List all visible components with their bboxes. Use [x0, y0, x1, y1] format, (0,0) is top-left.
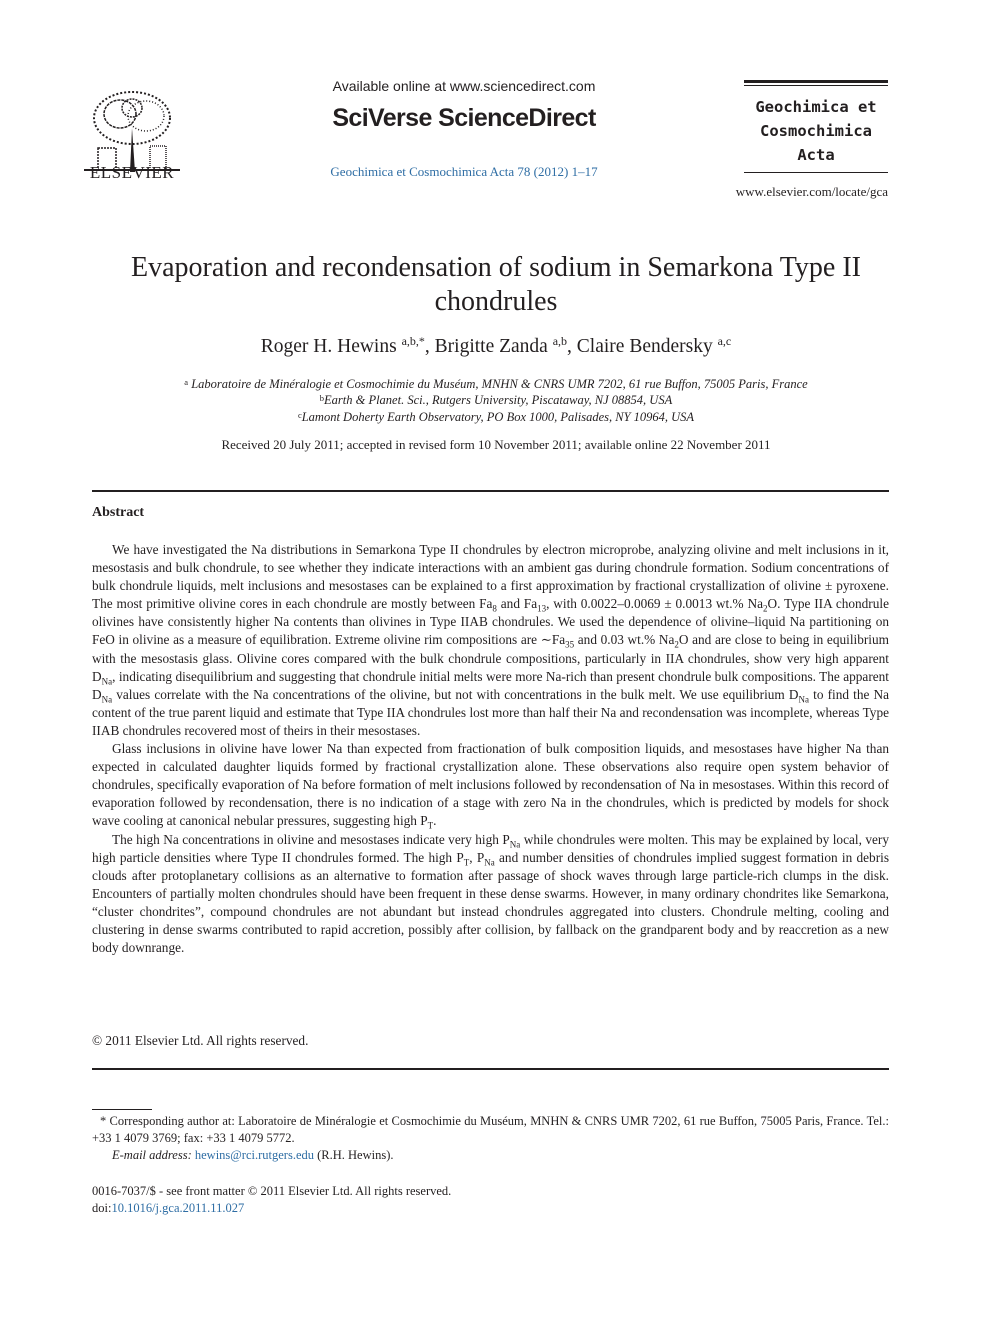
doi-line	[92, 1200, 451, 1217]
corresponding-author-note: * Corresponding author at: Laboratoire de Minéralogie et Cosmochimie du Muséum, MNHN & CNRS UMR 7202, 61 rue Buffon, 75005 Paris, France. Tel.: +33 1 4079 3769; fax: +33 1 4079 5772.	[92, 1114, 889, 1145]
journal-title-line: Geochimica et	[755, 98, 877, 116]
author-affiliation-marks[interactable]: a,c	[717, 334, 732, 348]
publisher-wordmark: ELSEVIER	[89, 163, 175, 182]
affiliation-text: Lamont Doherty Earth Observatory, PO Box 1000, Palisades, NY 10964, USA	[301, 410, 695, 424]
author-name[interactable]: Brigitte Zanda	[434, 336, 548, 357]
affiliation-text: Earth & Planet. Sci., Rutgers University, Piscataway, NJ 08854, USA	[324, 393, 673, 407]
author-affiliation-marks[interactable]: a,b,*	[401, 334, 425, 348]
abstract-heading: Abstract	[92, 505, 145, 520]
author-separator: ,	[424, 336, 435, 357]
footnotes	[92, 1113, 889, 1164]
received-dates: Received 20 July 2011; accepted in revised form 10 November 2011; available online 22 November 2011	[221, 437, 771, 452]
affiliation	[70, 410, 922, 425]
abstract-body	[92, 541, 889, 957]
journal-citation-link[interactable]: Geochimica et Cosmochimica Acta 78 (2012) 1–17	[330, 164, 598, 179]
journal-rule-top-thin	[744, 85, 888, 86]
email-label: E-mail address:	[112, 1148, 192, 1162]
available-online-text: Available online at www.sciencedirect.com	[332, 78, 596, 94]
journal-title-line: Cosmochimica	[760, 122, 872, 140]
abstract-rule-bottom	[92, 1068, 889, 1070]
affiliation-mark: c	[297, 410, 302, 420]
journal-url-link[interactable]: www.elsevier.com/locate/gca	[735, 184, 888, 199]
abstract-paragraph: The high Na concentrations in olivine and mesostases indicate very high $P_{Na}$ while chondrules were molten. This may be explained by local, very high particle densities where Type II chondrules formed. The high $P_T$, $P_{Na}$ and number densities of chondrules implied suggest formation in debris clouds after protoplanetary collisions as an alternative to formation after passage of shock waves through large particle-rich clumps in the disk. Encounters of partially molten chondrules should have been frequent in these dense swarms. However, in many ordinary chondrites like Semarkona, “cluster chondrites”, compound chondrules are not abundant but instead chondrules aggregated into clusters. Chondrule melting, cooling and clustering in dense swarms contributed to rapid accretion, possibly after collision, by fallback on the grandparent body and by reaccretion as a new body downrange.	[92, 831, 889, 956]
affiliation	[70, 377, 922, 392]
journal-rule-top	[744, 80, 888, 83]
journal-title	[744, 95, 888, 167]
author-separator: ,	[567, 336, 577, 357]
abstract-paragraph: Glass inclusions in olivine have lower Na than expected from fractionation of bulk composition liquids, and mesostases have higher Na than expected in calculated daughter liquids formed by fractional crystallization alone. These observations also require open system behavior of chondrules, specifically evaporation of Na before formation of melt inclusions followed by recondensation of Na in mesostases. Within this record of evaporation followed by recondensation, there is no indication of a stage with zero Na in the chondrules, which is predicted by models for shock wave cooling at canonical nebular pressures, suggesting high $P_T$.	[92, 741, 889, 832]
email-owner: (R.H. Hewins).	[317, 1148, 394, 1162]
email-link[interactable]: hewins@rci.rutgers.edu	[194, 1148, 314, 1162]
issn-block	[92, 1183, 451, 1217]
affiliation	[70, 393, 922, 408]
sciverse-wordmark: SciVerse ScienceDirect	[332, 104, 596, 132]
journal-rule-bottom	[744, 172, 888, 173]
article-title: Evaporation and recondensation of sodium in Semarkona Type II chondrules	[131, 252, 861, 317]
author-name[interactable]: Claire Bendersky	[576, 336, 713, 357]
abstract-rule-top	[92, 490, 889, 492]
email-note	[92, 1147, 889, 1164]
doi-link[interactable]: 10.1016/j.gca.2011.11.027	[111, 1201, 245, 1215]
affiliation-mark: a	[184, 377, 189, 387]
abstract-paragraph: We have investigated the Na distributions in Semarkona Type II chondrules by electron microprobe, analyzing olivine and melt inclusions in it, mesostasis and bulk chondrule, to see whether they indicate interactions with an ambient gas during chondrule formation. Sodium concentrations of bulk chondrule liquids, melt inclusions and mesostases can be explained to a first approximation by fractional crystallization of olivine ± pyroxene. The most primitive olivine cores in each chondrule are mostly between $Fa_8$ and $Fa_{13}$, with 0.0022–0.0069 ± 0.0013 wt.% $Na_2O$. Type IIA chondrule olivines have consistently higher Na contents than olivines in Type IIAB chondrules. We used the dependence of olivine–liquid Na partitioning on FeO in olivine as a measure of equilibration. Extreme olivine rim compositions are $\sim Fa_{35}$ and 0.03 wt.% $Na_2O$ and are close to being in equilibrium with the mesostasis glass. Olivine cores compared with the bulk chondrule compositions, particularly in IIA chondrules, show very high apparent $D_{Na}$, indicating disequilibrium and suggesting that chondrule initial melts were more Na-rich than present chondrule bulk compositions. The apparent $D_{Na}$ values correlate with the Na concentrations of the olivine, but not with concentrations in the bulk melt. We use equilibrium $D_{Na}$ to find the Na content of the true parent liquid and estimate that Type IIA chondrules lost more than half their Na and recondensation was incomplete, whereas Type IIAB chondrules recovered most of theirs in their mesostases.	[92, 542, 889, 738]
footnote-rule	[92, 1109, 152, 1110]
affiliation-text: Laboratoire de Minéralogie et Cosmochimie du Muséum, MNHN & CNRS UMR 7202, 61 rue Buffon, 75005 Paris, France	[191, 377, 808, 391]
author-affiliation-marks[interactable]: a,b	[552, 334, 568, 348]
journal-title-line: Acta	[797, 146, 835, 164]
issn-line: 0016-7037/$ - see front matter © 2011 Elsevier Ltd. All rights reserved.	[92, 1184, 452, 1198]
author-list	[70, 336, 922, 358]
abstract-copyright: © 2011 Elsevier Ltd. All rights reserved.	[92, 1033, 309, 1048]
affiliation-mark: b	[319, 393, 324, 403]
author-name[interactable]: Roger H. Hewins	[260, 336, 397, 357]
doi-label: doi:	[92, 1201, 112, 1215]
